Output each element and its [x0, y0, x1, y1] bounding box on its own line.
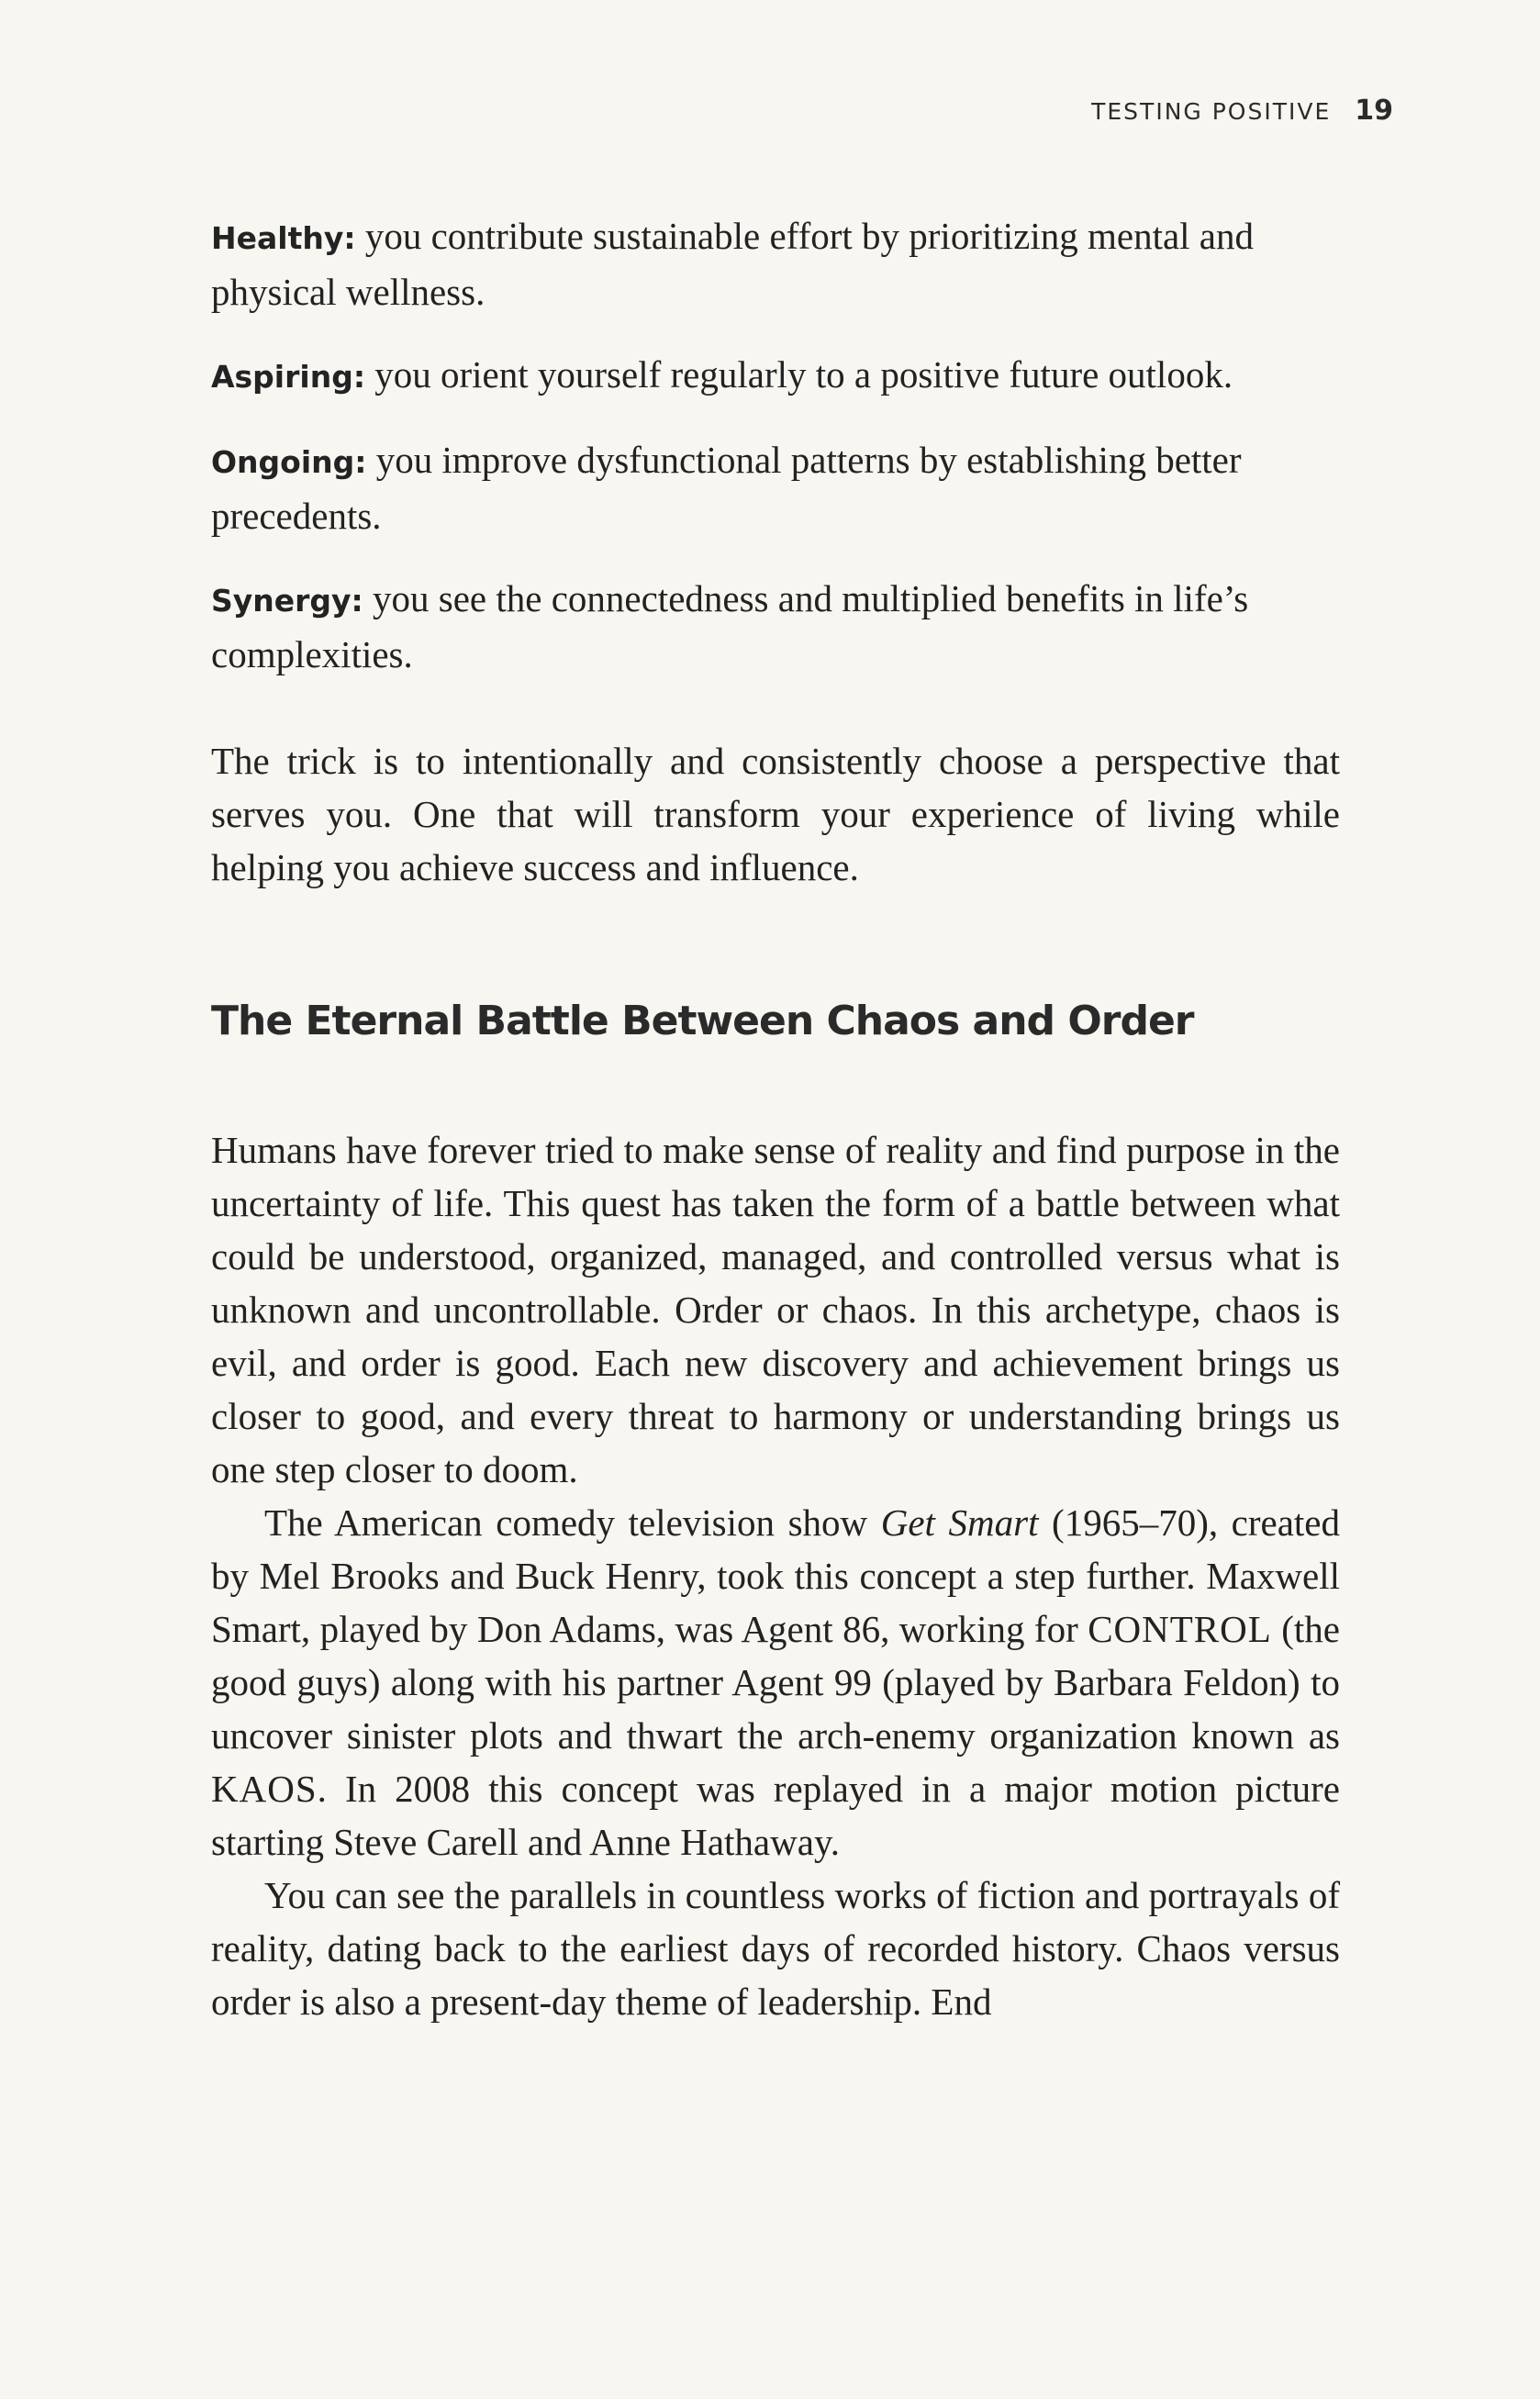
page-content	[211, 209, 1340, 2028]
paragraph-2-part-2: (1965–70), created by Mel Brooks and Buck Henry, took this concept a step further. Maxwell Smart, played by Don Adams, was Agent 86, working for	[211, 1501, 1340, 1650]
control-name: CONTROL	[1088, 1608, 1272, 1650]
intro-paragraph: The trick is to intentionally and consistently choose a perspective that serves you. One that will transform your experience of living while helping you achieve success and influence.	[211, 740, 1340, 888]
definition-term: Healthy:	[211, 220, 356, 256]
running-head	[1091, 95, 1393, 127]
definition-text: you orient yourself regularly to a positive future outlook.	[374, 353, 1233, 396]
kaos-name: KAOS	[211, 1768, 318, 1810]
definition-term: Ongoing:	[211, 444, 367, 480]
running-head-title: TESTING POSITIVE	[1091, 98, 1332, 125]
paragraph-2-part-4: . In 2008 this concept was replayed in a major motion picture starting Steve Carell and Anne Hathaway.	[211, 1768, 1340, 1863]
definition-text: you improve dysfunctional patterns by establishing better precedents.	[211, 439, 1242, 537]
definition-term: Aspiring:	[211, 359, 366, 395]
page-number: 19	[1355, 95, 1393, 127]
body-paragraph-1: Humans have forever tried to make sense of reality and find purpose in the uncertainty of life. This quest has taken the form of a battle between what could be understood, organized, managed, and controlled versus what is unknown and uncontrollable. Order or chaos. In this archetype, chaos is evil, and order is good. Each new discovery and achievement brings us closer to good, and every threat to harmony or understanding brings us one step closer to doom.	[211, 1129, 1340, 1490]
section-heading: The Eternal Battle Between Chaos and Order	[211, 998, 1194, 1044]
definition-text: you see the connectedness and multiplied benefits in life’s complexities.	[211, 577, 1249, 675]
paragraph-2-part-1: The American comedy television show	[264, 1501, 881, 1544]
definition-text: you contribute sustainable effort by prioritizing mental and physical wellness.	[211, 215, 1254, 313]
definition-item	[211, 209, 1340, 318]
body-paragraph-3: You can see the parallels in countless works of fiction and portrayals of reality, dating back to the earliest days of recorded history. Chaos versus order is also a present-day theme of leadership. End	[211, 1874, 1340, 2023]
show-title: Get Smart	[880, 1501, 1039, 1544]
definition-term: Synergy:	[211, 583, 363, 619]
definition-item	[211, 348, 1340, 404]
body-paragraph-2	[211, 1496, 1340, 1869]
definition-item	[211, 433, 1340, 542]
definition-item	[211, 572, 1340, 681]
paragraph-2-part-3: (the good guys) along with his partner Agent 99 (played by Barbara Feldon) to uncover sinister plots and thwart the arch-enemy organization known as	[211, 1608, 1340, 1757]
